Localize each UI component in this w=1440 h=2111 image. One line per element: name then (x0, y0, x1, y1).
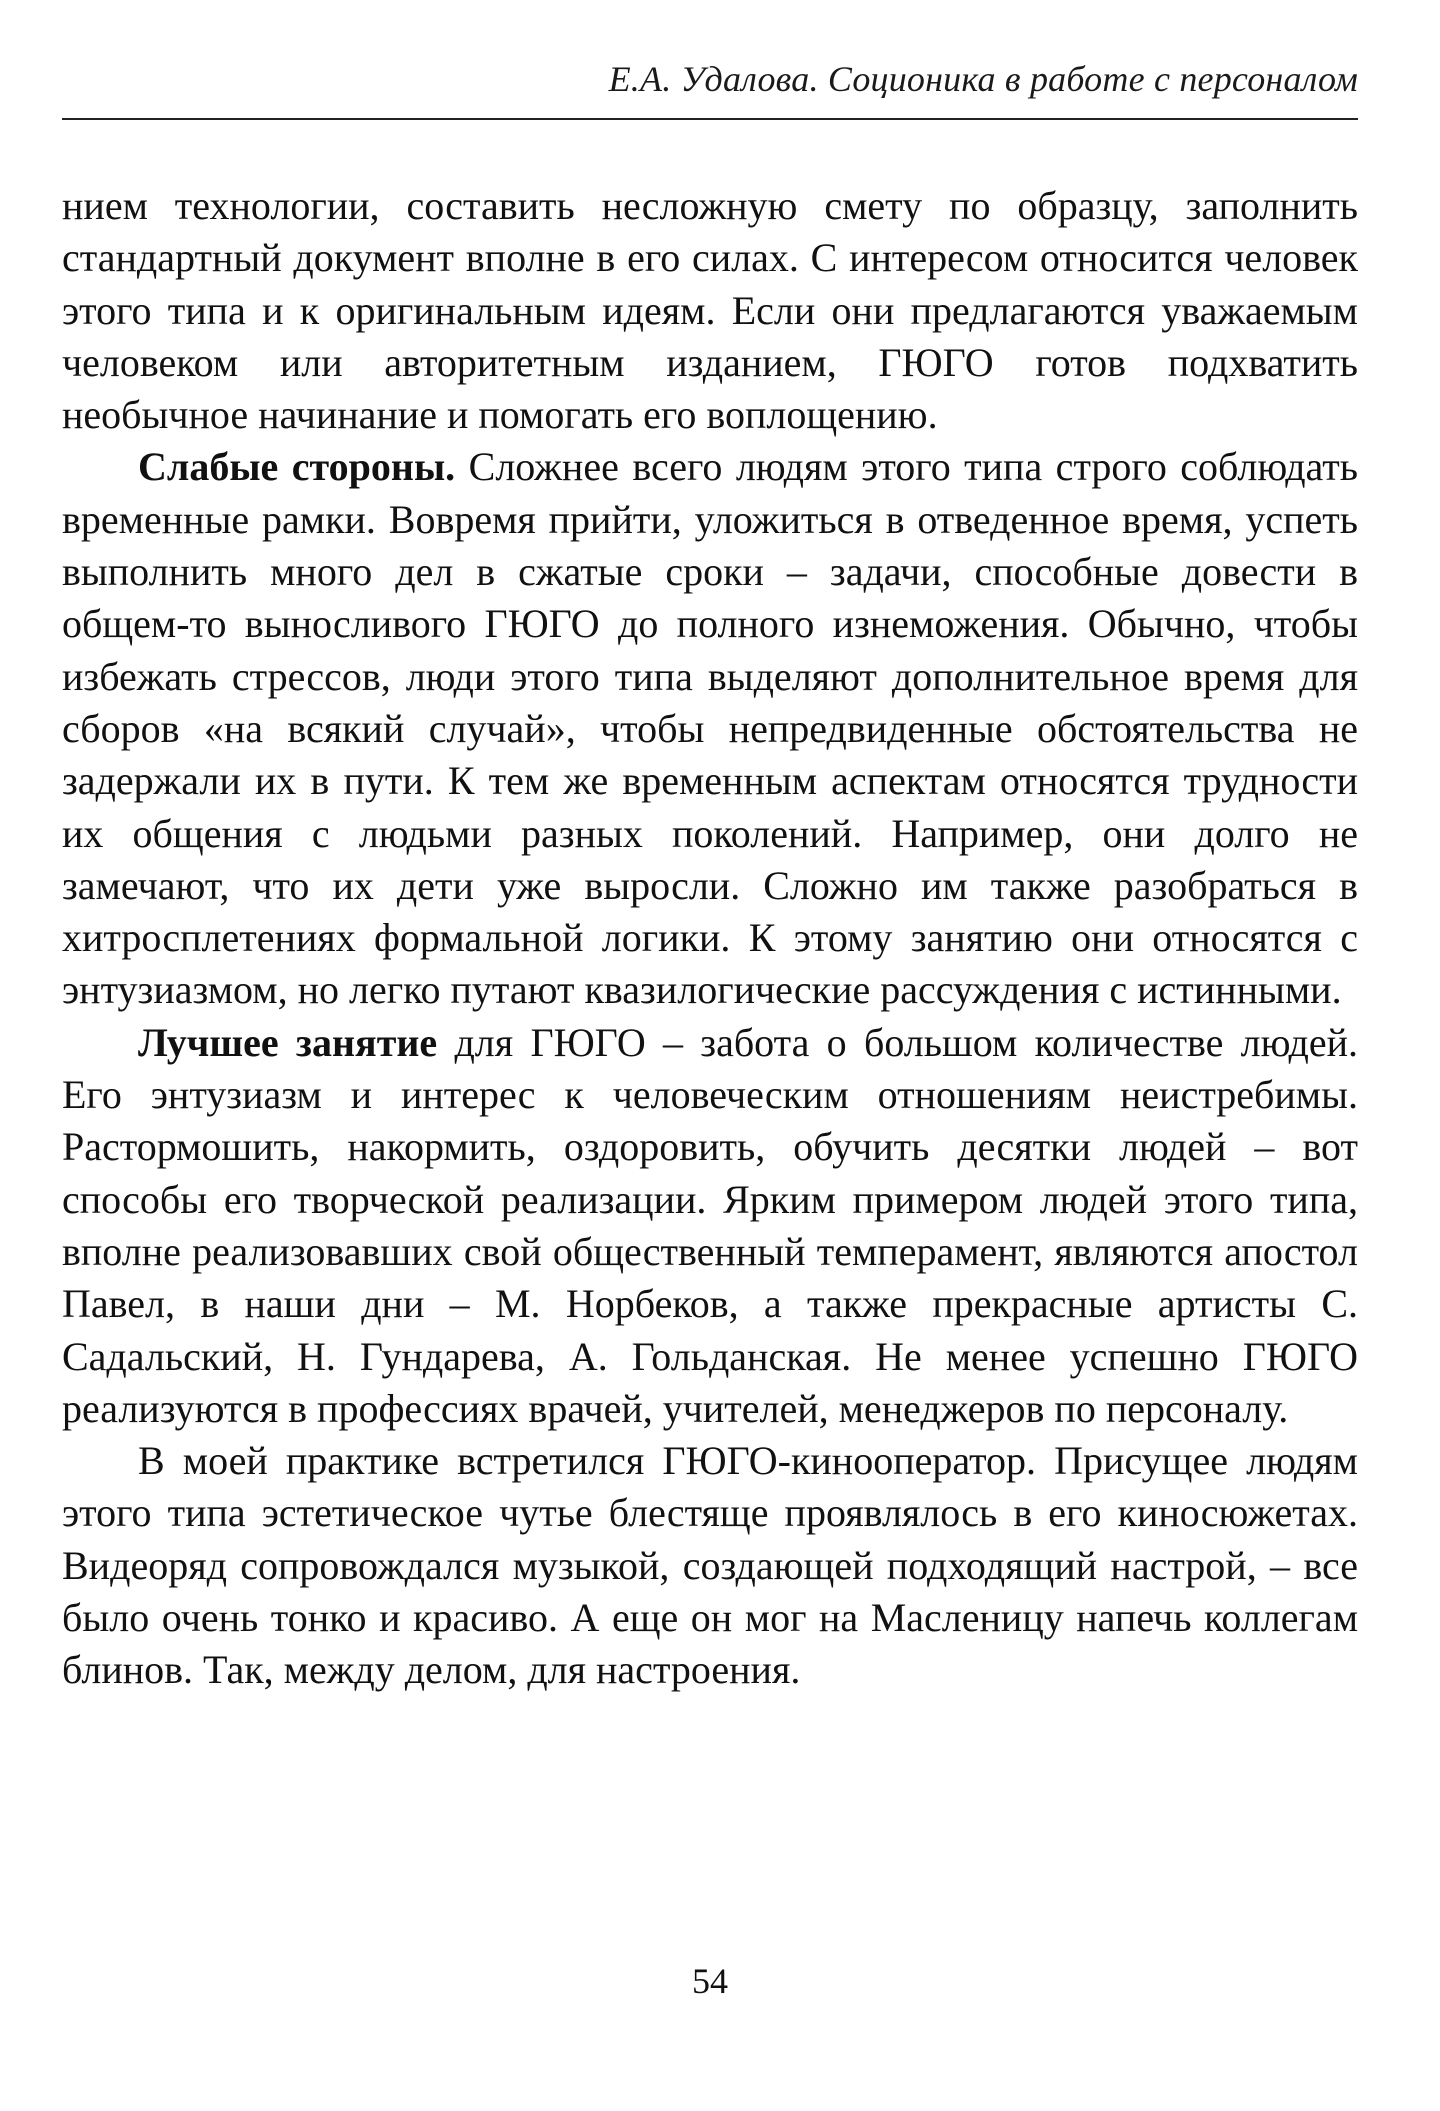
header-divider (62, 118, 1358, 120)
paragraph-lead: Лучшее занятие (138, 1019, 438, 1065)
paragraph-lead: Слабые стороны. (138, 444, 456, 490)
paragraph-weak-sides (62, 441, 1358, 1016)
book-page (62, 0, 1358, 2111)
page-number: 54 (692, 1961, 728, 2001)
paragraph-text: Сложнее всего людям этого типа строго соблюдать временные рамки. Вовремя прийти, уложиться в отведенное время, успеть выполнить много дел в сжатые сроки – задачи, способные довести в общем-то выносливого ГЮГО до полного изнеможения. Обычно, чтобы избежать стрессов, люди этого типа выделяют дополнительное время для сборов «на всякий случай», чтобы непредвиденные обстоятельства не задержали их в пути. К тем же временным аспектам относятся трудности их общения с людьми разных поколений. Например, они долго не замечают, что их дети уже выросли. Сложно им также разобраться в хитросплетениях формальной логики. К этому занятию они относятся с энтузиазмом, но легко путают квазилогические рассуждения с истинными. (62, 444, 1358, 1013)
paragraph-text: для ГЮГО – забота о большом количестве людей. Его энтузиазм и интерес к человеческим отношениям неистребимы. Растормошить, накормить, оздоровить, обучить десятки людей – вот способы его творческой реализации. Ярким примером людей этого типа, вполне реализовавших свой общественный темперамент, являются апостол Павел, в наши дни – М. Норбеков, а также прекрасные артисты С. Садальский, Н. Гундарева, А. Гольданская. Не менее успешно ГЮГО реализуются в профессиях врачей, учителей, менеджеров по персоналу. (62, 1019, 1358, 1431)
paragraph-practice-example (62, 1435, 1358, 1696)
running-header: Е.А. Удалова. Соционика в работе с персоналом (608, 59, 1358, 99)
body-text (62, 180, 1358, 1697)
paragraph-best-occupation (62, 1017, 1358, 1435)
paragraph-text: нием технологии, составить несложную смету по образцу, заполнить стандартный документ вполне в его силах. С интересом относится человек этого типа и к оригинальным идеям. Если они предлагаются уважаемым человеком или авторитетным изданием, ГЮГО готов подхватить необычное начинание и помогать его воплощению. (62, 183, 1358, 438)
paragraph-continuation (62, 180, 1358, 441)
paragraph-text: В моей практике встретился ГЮГО-кинооператор. Присущее людям этого типа эстетическое чутье блестяще проявлялось в его киносюжетах. Видеоряд сопровождался музыкой, создающей подходящий настрой, – все было очень тонко и красиво. А еще он мог на Масленицу напечь коллегам блинов. Так, между делом, для настроения. (62, 1438, 1358, 1693)
